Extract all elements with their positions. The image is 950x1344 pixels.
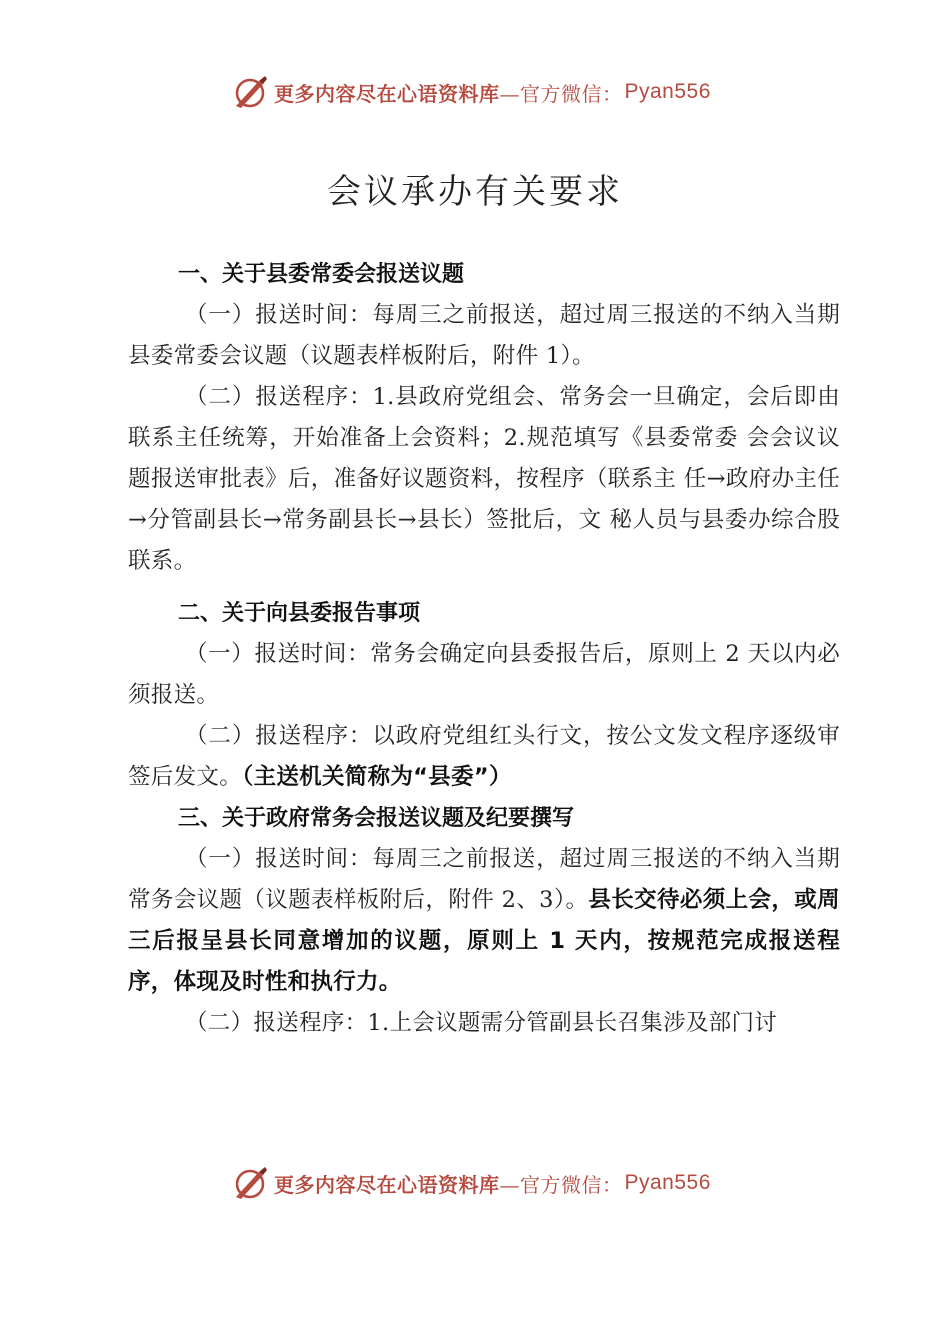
paragraph: （二）报送程序：1.上会议题需分管副县长召集涉及部门讨 bbox=[185, 1010, 778, 1036]
section-heading: 一、关于县委常委会报送议题 bbox=[178, 262, 465, 287]
watermark-header bbox=[232, 72, 711, 112]
paragraph-bold-text: （主送机关简称为“县委”） bbox=[242, 764, 512, 790]
paragraph: （一）报送时间：每周三之前报送，超过周三报送的不纳入当期县委常委会议题（议题表样板附后，附件 1）。 bbox=[128, 302, 840, 369]
watermark-footer bbox=[232, 1163, 711, 1203]
paragraph bbox=[128, 716, 840, 798]
pen-logo-icon bbox=[232, 1165, 268, 1201]
paragraph bbox=[128, 839, 840, 1003]
paragraph-text: （二）报送程序：以政府党组红头行文，按公文发文程序逐级审签后发文。 bbox=[128, 723, 840, 790]
section-heading: 三、关于政府常务会报送议题及纪要撰写 bbox=[178, 806, 575, 831]
paragraph: （一）报送时间：常务会确定向县委报告后，原则上 2 天以内必须报送。 bbox=[128, 641, 840, 708]
pen-logo-icon bbox=[232, 74, 268, 110]
document-body bbox=[128, 254, 840, 1044]
watermark-wechat-id: Pyan556 bbox=[624, 80, 711, 103]
watermark-separator: —官方微信： bbox=[499, 1172, 623, 1197]
paragraph-text: （一）报送时间：每周三之前报送，超过周三报送的不纳入当期常务会议题（议题表样板附后，附件 2、3）。 bbox=[128, 846, 840, 913]
paragraph: （二）报送程序：1.县政府党组会、常务会一旦确定，会后即由联系主任统筹，开始准备上会资料；2.规范填写《县委常委 会会议议题报送审批表》后，准备好议题资料，按程序（联系主 任→政府办主任→分管副县长→常务副县长→县长）签批后，文 秘人员与县委办综合股联系。 bbox=[128, 384, 840, 574]
watermark-text: 更多内容尽在心语资料库 bbox=[274, 81, 500, 106]
watermark-separator: —官方微信： bbox=[499, 81, 623, 106]
watermark-wechat-id: Pyan556 bbox=[624, 1171, 711, 1194]
watermark-text: 更多内容尽在心语资料库 bbox=[274, 1172, 500, 1197]
page-title: 会议承办有关要求 bbox=[327, 172, 623, 212]
section-heading: 二、关于向县委报告事项 bbox=[178, 601, 421, 626]
paragraph-bold-text: 县长交待必须上会，或周三后报呈县长同意增加的议题，原则上 1 天内，按规范完成报送程序，体现及时性和执行力。 bbox=[128, 887, 840, 995]
